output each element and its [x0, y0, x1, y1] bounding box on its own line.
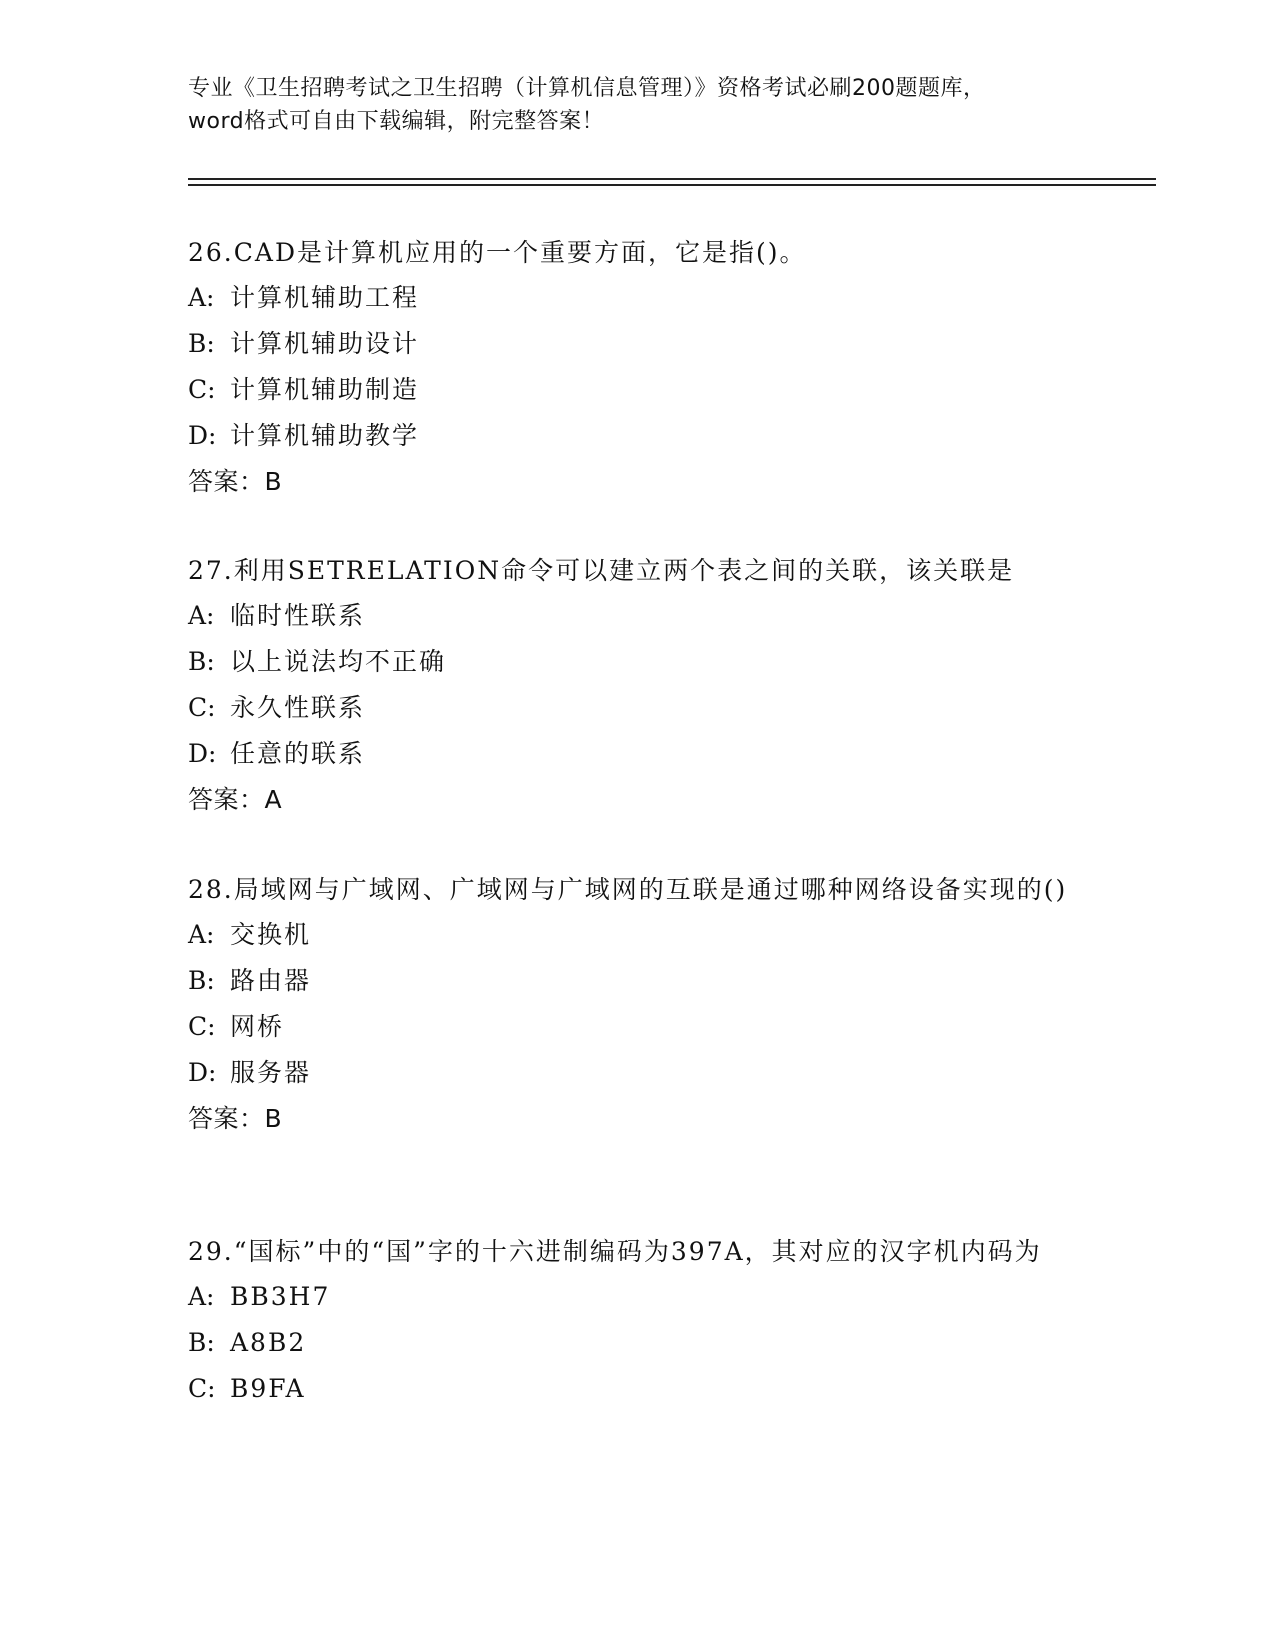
option-text: A8B2 — [230, 1328, 307, 1357]
option-a — [188, 912, 1088, 958]
option-a — [188, 1274, 1088, 1320]
question-27 — [188, 548, 1088, 823]
option-d — [188, 731, 1088, 777]
option-text: BB3H7 — [230, 1282, 331, 1311]
option-text: 计算机辅助制造 — [230, 375, 420, 404]
question-stem: 28.局域网与广域网、广域网与广域网的互联是通过哪种网络设备实现的() — [188, 875, 1068, 904]
option-b — [188, 321, 1088, 367]
option-c — [188, 1366, 1088, 1412]
option-letter: C: — [188, 1012, 216, 1041]
option-d — [188, 1050, 1088, 1096]
option-letter: A: — [188, 1282, 215, 1311]
option-d — [188, 413, 1088, 459]
option-a — [188, 275, 1088, 321]
option-letter: C: — [188, 693, 216, 722]
header-divider-top — [188, 178, 1156, 180]
option-c — [188, 685, 1088, 731]
document-header — [188, 72, 1088, 138]
header-divider-bottom — [188, 184, 1156, 186]
option-letter: D: — [188, 421, 217, 450]
option-letter: B: — [188, 647, 215, 676]
option-c — [188, 367, 1088, 413]
option-text: 临时性联系 — [230, 601, 366, 630]
option-text: 任意的联系 — [230, 739, 366, 768]
question-28 — [188, 867, 1088, 1142]
option-letter: B: — [188, 1328, 215, 1357]
answer-line: 答案：B — [188, 467, 283, 496]
option-letter: C: — [188, 375, 216, 404]
option-letter: A: — [188, 920, 215, 949]
option-text: 以上说法均不正确 — [230, 647, 447, 676]
option-letter: B: — [188, 966, 215, 995]
option-a — [188, 593, 1088, 639]
question-stem: 29.“国标”中的“国”字的十六进制编码为397A，其对应的汉字机内码为 — [188, 1237, 1042, 1266]
option-text: 计算机辅助教学 — [230, 421, 420, 450]
option-text: 计算机辅助工程 — [230, 283, 420, 312]
option-letter: A: — [188, 283, 215, 312]
option-letter: D: — [188, 739, 217, 768]
option-text: 服务器 — [230, 1058, 312, 1087]
question-stem: 26.CAD是计算机应用的一个重要方面，它是指()。 — [188, 238, 807, 267]
option-letter: D: — [188, 1058, 217, 1087]
option-letter: C: — [188, 1374, 216, 1403]
header-line-1: 专业《卫生招聘考试之卫生招聘（计算机信息管理）》资格考试必刷200题题库， — [188, 76, 986, 101]
question-26 — [188, 230, 1088, 505]
option-text: 网桥 — [230, 1012, 285, 1041]
option-text: 交换机 — [230, 920, 312, 949]
option-c — [188, 1004, 1088, 1050]
option-b — [188, 1320, 1088, 1366]
answer-line: 答案：A — [188, 785, 283, 814]
option-b — [188, 958, 1088, 1004]
header-line-2: word格式可自由下载编辑，附完整答案！ — [188, 109, 605, 134]
option-text: 计算机辅助设计 — [230, 329, 420, 358]
option-letter: A: — [188, 601, 215, 630]
answer-line: 答案：B — [188, 1104, 283, 1133]
option-letter: B: — [188, 329, 215, 358]
option-text: B9FA — [230, 1374, 306, 1403]
option-text: 永久性联系 — [230, 693, 366, 722]
question-29 — [188, 1229, 1088, 1412]
option-b — [188, 639, 1088, 685]
question-stem: 27.利用SETRELATION命令可以建立两个表之间的关联，该关联是 — [188, 556, 1015, 585]
option-text: 路由器 — [230, 966, 312, 995]
